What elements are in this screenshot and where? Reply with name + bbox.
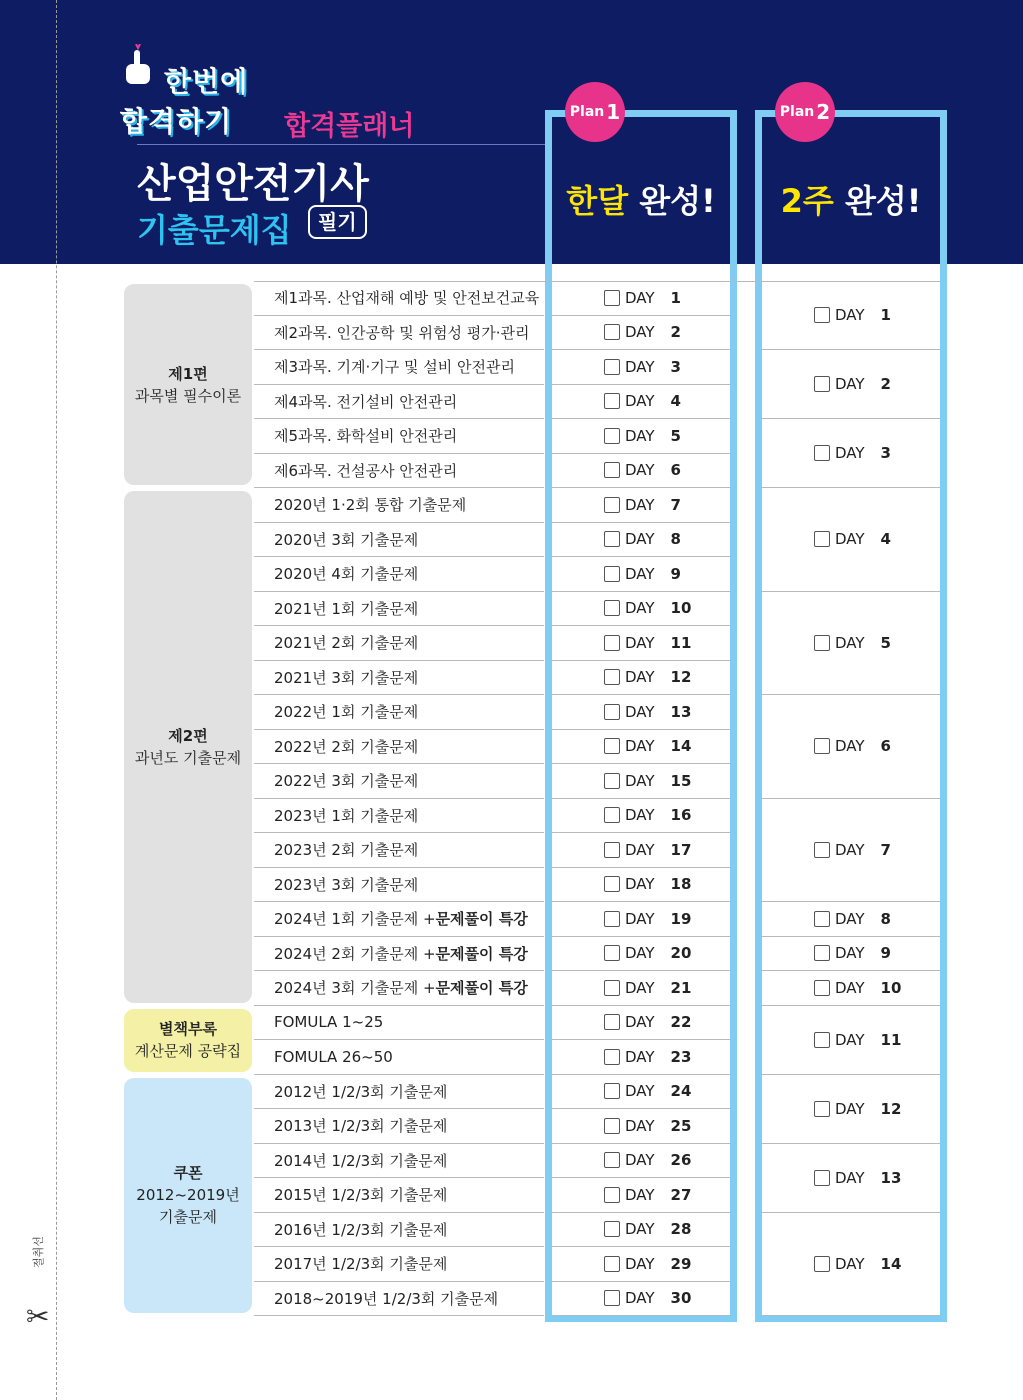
- day-label: DAY: [625, 875, 655, 894]
- day-number: 17: [670, 840, 692, 859]
- table-row: [254, 1144, 544, 1179]
- plan1-day-cell[interactable]: [552, 523, 730, 558]
- plan-highlight: 2주: [780, 182, 834, 220]
- plan2-day-cell[interactable]: [762, 902, 940, 937]
- day-number: 6: [670, 461, 681, 480]
- day-number: 5: [880, 633, 891, 652]
- plan1-day-cell[interactable]: [552, 937, 730, 972]
- logo-line-2: 합격하기: [120, 105, 233, 138]
- plan2-day-cell[interactable]: [762, 281, 940, 350]
- day-number: 16: [670, 806, 692, 825]
- topic-label: 제1과목. 산업재해 예방 및 안전보건교육: [274, 289, 540, 308]
- checkbox[interactable]: [604, 600, 620, 616]
- topic-label: FOMULA 1~25: [274, 1013, 384, 1032]
- plan1-day-cell[interactable]: [552, 1213, 730, 1248]
- day-label: DAY: [625, 288, 655, 307]
- header-rule: [137, 144, 545, 145]
- day-number: 4: [670, 392, 681, 411]
- day-number: 29: [670, 1254, 692, 1273]
- day-number: 1: [670, 288, 681, 307]
- plan-1-heading: [545, 176, 737, 222]
- day-label: DAY: [835, 375, 865, 393]
- day-number: 8: [670, 530, 681, 549]
- day-number: 25: [670, 1116, 692, 1135]
- topic-label: 2022년 1회 기출문제: [274, 703, 419, 722]
- topic-label: 2021년 1회 기출문제: [274, 599, 419, 618]
- day-number: 21: [670, 978, 692, 997]
- section-subtitle: 과목별 필수이론: [134, 386, 242, 405]
- plan2-day-cell[interactable]: [762, 937, 940, 972]
- topic-label: 제5과목. 화학설비 안전관리: [274, 427, 458, 446]
- table-row: [254, 1006, 544, 1041]
- day-label: DAY: [625, 1116, 655, 1135]
- topic-label: 2021년 3회 기출문제: [274, 668, 419, 687]
- table-row: [254, 730, 544, 765]
- checkbox[interactable]: [604, 393, 620, 409]
- checkbox[interactable]: [604, 1187, 620, 1203]
- day-label: DAY: [625, 633, 655, 652]
- topic-label: 2016년 1/2/3회 기출문제: [274, 1220, 448, 1239]
- topic-label: 2015년 1/2/3회 기출문제: [274, 1186, 448, 1205]
- table-row: [254, 316, 544, 351]
- plan-2-badge: [775, 82, 835, 142]
- plan1-day-cell[interactable]: [552, 1144, 730, 1179]
- topic-label: 2023년 1회 기출문제: [274, 806, 419, 825]
- table-row: [254, 1247, 544, 1282]
- day-number: 30: [670, 1289, 692, 1308]
- checkbox[interactable]: [814, 945, 830, 961]
- day-number: 12: [670, 668, 692, 687]
- checkbox[interactable]: [604, 911, 620, 927]
- plan1-day-cell[interactable]: [552, 868, 730, 903]
- table-row: [254, 902, 544, 937]
- topic-label: 2022년 3회 기출문제: [274, 772, 419, 791]
- plan-number: 1: [606, 100, 621, 124]
- section-title: 별책부록: [159, 1020, 217, 1038]
- plan1-day-cell[interactable]: [552, 1282, 730, 1317]
- table-row: [254, 1213, 544, 1248]
- plan1-day-cell[interactable]: [552, 592, 730, 627]
- plan1-day-cell[interactable]: [552, 1178, 730, 1213]
- day-number: 7: [880, 840, 891, 859]
- day-label: DAY: [625, 461, 655, 480]
- plan2-day-cell[interactable]: [762, 695, 940, 799]
- checkbox[interactable]: [604, 945, 620, 961]
- checkbox[interactable]: [814, 307, 830, 323]
- plan2-day-cell[interactable]: [762, 1006, 940, 1075]
- planner-title: 합격플래너: [284, 111, 415, 142]
- topic-label: 2023년 2회 기출문제: [274, 841, 419, 860]
- table-row: [254, 833, 544, 868]
- table-row: [254, 626, 544, 661]
- table-row: [254, 695, 544, 730]
- day-label: DAY: [625, 737, 655, 756]
- book-title: 산업안전기사: [137, 161, 369, 207]
- checkbox[interactable]: [604, 1221, 620, 1237]
- day-number: 23: [670, 1047, 692, 1066]
- checkbox[interactable]: [604, 1014, 620, 1030]
- day-number: 2: [880, 375, 891, 393]
- checkbox[interactable]: [604, 635, 620, 651]
- plan1-day-cell[interactable]: [552, 488, 730, 523]
- table-row: [254, 281, 544, 316]
- plan2-day-cell[interactable]: [762, 419, 940, 488]
- day-label: DAY: [835, 944, 865, 963]
- table-row: [254, 488, 544, 523]
- day-number: 22: [670, 1013, 692, 1032]
- section-subtitle: 계산문제 공략집: [134, 1042, 242, 1060]
- plan2-day-cell[interactable]: [762, 1144, 940, 1213]
- day-number: 11: [880, 1030, 902, 1049]
- table-row: [254, 1282, 544, 1317]
- day-number: 12: [880, 1099, 902, 1118]
- checkbox[interactable]: [604, 359, 620, 375]
- topic-label: 2024년 2회 기출문제 +: [274, 944, 436, 963]
- day-number: 13: [670, 702, 692, 721]
- plan1-day-cell[interactable]: [552, 385, 730, 420]
- day-label: DAY: [835, 909, 865, 928]
- topic-label: 2022년 2회 기출문제: [274, 737, 419, 756]
- checkbox[interactable]: [604, 738, 620, 754]
- plan1-day-cell[interactable]: [552, 1040, 730, 1075]
- day-label: DAY: [625, 978, 655, 997]
- day-label: DAY: [625, 323, 655, 342]
- day-label: DAY: [625, 599, 655, 618]
- day-label: DAY: [625, 1220, 655, 1239]
- plan1-day-cell[interactable]: [552, 902, 730, 937]
- plan1-day-cell[interactable]: [552, 1247, 730, 1282]
- day-number: 26: [670, 1151, 692, 1170]
- day-label: DAY: [625, 1254, 655, 1273]
- section-2: [124, 491, 252, 1003]
- checkbox[interactable]: [604, 1290, 620, 1306]
- day-number: 27: [670, 1185, 692, 1204]
- topic-label: FOMULA 26~50: [274, 1047, 393, 1066]
- plan1-day-cell[interactable]: [552, 730, 730, 765]
- table-row: [254, 592, 544, 627]
- day-label: DAY: [625, 495, 655, 514]
- cut-line: [56, 0, 57, 1400]
- checkbox[interactable]: [604, 1256, 620, 1272]
- day-number: 20: [670, 944, 692, 963]
- plan1-day-cell[interactable]: [552, 833, 730, 868]
- topic-label: 제4과목. 전기설비 안전관리: [274, 392, 458, 411]
- checkbox[interactable]: [814, 1256, 830, 1272]
- plan1-day-cell[interactable]: [552, 764, 730, 799]
- plan1-day-cell[interactable]: [552, 1006, 730, 1041]
- plan2-day-cell[interactable]: [762, 1075, 940, 1144]
- topic-extra: 문제풀이 특강: [435, 979, 528, 998]
- day-label: DAY: [625, 1013, 655, 1032]
- section-4: [124, 1078, 252, 1314]
- table-row: [254, 1040, 544, 1075]
- checkbox[interactable]: [814, 911, 830, 927]
- plan-1-badge: [565, 82, 625, 142]
- day-number: 3: [880, 444, 891, 462]
- table-row: [254, 1109, 544, 1144]
- table-row: [254, 385, 544, 420]
- checkbox[interactable]: [604, 876, 620, 892]
- checkbox[interactable]: [604, 1049, 620, 1065]
- day-number: 8: [880, 909, 891, 928]
- plan-number: 2: [816, 100, 831, 124]
- day-label: DAY: [625, 530, 655, 549]
- topic-extra: 문제풀이 특강: [435, 910, 528, 929]
- plan1-day-cell[interactable]: [552, 1075, 730, 1110]
- topic-label: 2018~2019년 1/2/3회 기출문제: [274, 1289, 499, 1308]
- section-title: 쿠폰: [173, 1164, 203, 1183]
- table-row: [254, 868, 544, 903]
- plan-2-heading: [755, 176, 947, 222]
- day-label: DAY: [625, 392, 655, 411]
- plan1-day-cell[interactable]: [552, 316, 730, 351]
- checkbox[interactable]: [604, 531, 620, 547]
- day-label: DAY: [625, 357, 655, 376]
- plan1-day-cell[interactable]: [552, 626, 730, 661]
- topic-extra: 문제풀이 특강: [435, 944, 528, 963]
- checkbox[interactable]: [814, 635, 830, 651]
- table-row: [254, 1075, 544, 1110]
- table-row: [254, 937, 544, 972]
- checkbox[interactable]: [604, 704, 620, 720]
- day-number: 14: [880, 1254, 902, 1273]
- checkbox[interactable]: [814, 842, 830, 858]
- checkbox[interactable]: [604, 462, 620, 478]
- checkbox[interactable]: [604, 669, 620, 685]
- logo-line-1: 한번에: [164, 65, 249, 98]
- day-label: DAY: [835, 1254, 865, 1273]
- plan2-day-cell[interactable]: [762, 799, 940, 903]
- plan1-day-cell[interactable]: [552, 799, 730, 834]
- plan-label: Plan: [779, 104, 815, 120]
- day-number: 3: [670, 357, 681, 376]
- plan2-day-cell[interactable]: [762, 971, 940, 1006]
- day-number: 4: [880, 530, 891, 549]
- topic-label: 2024년 3회 기출문제 +: [274, 979, 436, 998]
- day-label: DAY: [625, 1289, 655, 1308]
- day-label: DAY: [835, 1030, 865, 1049]
- table-row: [254, 454, 544, 489]
- section-subtitle: 과년도 기출문제: [134, 748, 242, 767]
- checkbox[interactable]: [814, 1032, 830, 1048]
- day-label: DAY: [625, 564, 655, 583]
- section-3: [124, 1009, 252, 1072]
- day-label: DAY: [625, 668, 655, 687]
- day-number: 9: [670, 564, 681, 583]
- checkbox[interactable]: [814, 376, 830, 392]
- day-label: DAY: [625, 1047, 655, 1066]
- day-number: 24: [670, 1082, 692, 1101]
- topic-label: 제3과목. 기계·기구 및 설비 안전관리: [274, 358, 516, 377]
- plan1-day-cell[interactable]: [552, 661, 730, 696]
- day-number: 2: [670, 323, 681, 342]
- day-label: DAY: [625, 1151, 655, 1170]
- table-row: [254, 557, 544, 592]
- written-exam-badge: 필기: [308, 205, 367, 239]
- plan1-day-cell[interactable]: [552, 281, 730, 316]
- day-number: 9: [880, 944, 891, 963]
- section-title: 제1편: [168, 364, 208, 383]
- checkbox[interactable]: [814, 1101, 830, 1117]
- checkbox[interactable]: [604, 1118, 620, 1134]
- checkbox[interactable]: [604, 842, 620, 858]
- day-number: 6: [880, 737, 891, 756]
- cut-label: 절취선: [32, 1236, 45, 1268]
- checkbox[interactable]: [604, 1083, 620, 1099]
- day-number: 1: [880, 306, 891, 324]
- day-number: 19: [670, 909, 692, 928]
- day-label: DAY: [625, 1185, 655, 1204]
- checkbox[interactable]: [604, 497, 620, 513]
- checkbox[interactable]: [604, 428, 620, 444]
- day-label: DAY: [625, 806, 655, 825]
- section-subtitle: 2012~2019년: [136, 1186, 240, 1205]
- topic-label: 제6과목. 건설공사 안전관리: [274, 461, 458, 480]
- day-label: DAY: [835, 1168, 865, 1187]
- day-label: DAY: [625, 909, 655, 928]
- day-label: DAY: [835, 306, 865, 324]
- table-row: [254, 971, 544, 1006]
- topic-label: 2014년 1/2/3회 기출문제: [274, 1151, 448, 1170]
- day-number: 11: [670, 633, 692, 652]
- table-row: [254, 661, 544, 696]
- book-subtitle: 기출문제집: [137, 211, 292, 249]
- day-label: DAY: [625, 771, 655, 790]
- topic-label: 2017년 1/2/3회 기출문제: [274, 1255, 448, 1274]
- checkbox[interactable]: [604, 980, 620, 996]
- checkbox[interactable]: [814, 531, 830, 547]
- topic-label: 제2과목. 인간공학 및 위험성 평가·관리: [274, 323, 530, 342]
- checkbox[interactable]: [814, 980, 830, 996]
- plan1-day-cell[interactable]: [552, 350, 730, 385]
- day-label: DAY: [835, 444, 865, 462]
- day-number: 28: [670, 1220, 692, 1239]
- checkbox[interactable]: [814, 1170, 830, 1186]
- checkbox[interactable]: [604, 1152, 620, 1168]
- section-1: [124, 284, 252, 485]
- topic-label: 2020년 4회 기출문제: [274, 565, 419, 584]
- day-number: 13: [880, 1168, 902, 1187]
- day-number: 5: [670, 426, 681, 445]
- checkbox[interactable]: [604, 807, 620, 823]
- day-label: DAY: [625, 702, 655, 721]
- plan2-day-cell[interactable]: [762, 488, 940, 592]
- plan1-day-cell[interactable]: [552, 557, 730, 592]
- table-row: [254, 419, 544, 454]
- checkbox[interactable]: [604, 773, 620, 789]
- topic-label: 2020년 3회 기출문제: [274, 530, 419, 549]
- day-label: DAY: [835, 737, 865, 756]
- topic-label: 2020년 1·2회 통합 기출문제: [274, 496, 467, 515]
- plan-label: Plan: [569, 104, 605, 120]
- plan1-day-cell[interactable]: [552, 695, 730, 730]
- day-label: DAY: [625, 426, 655, 445]
- plan2-day-cell[interactable]: [762, 1213, 940, 1317]
- plan-suffix: 완성!: [833, 182, 922, 220]
- day-label: DAY: [625, 1082, 655, 1101]
- topic-label: 2024년 1회 기출문제 +: [274, 910, 436, 929]
- scissors-icon: ✂: [26, 1300, 50, 1333]
- checkbox[interactable]: [604, 290, 620, 306]
- table-row: [254, 1178, 544, 1213]
- day-number: 7: [670, 495, 681, 514]
- topic-label: 2023년 3회 기출문제: [274, 875, 419, 894]
- day-number: 10: [880, 978, 902, 997]
- day-label: DAY: [835, 978, 865, 997]
- checkbox[interactable]: [604, 324, 620, 340]
- topic-label: 2013년 1/2/3회 기출문제: [274, 1117, 448, 1136]
- checkbox[interactable]: [604, 566, 620, 582]
- day-number: 14: [670, 737, 692, 756]
- day-label: DAY: [835, 840, 865, 859]
- plan-suffix: 완성!: [628, 182, 716, 220]
- day-label: DAY: [625, 944, 655, 963]
- section-subtitle-2: 기출문제: [159, 1208, 217, 1227]
- plan1-day-cell[interactable]: [552, 1109, 730, 1144]
- checkbox[interactable]: [814, 445, 830, 461]
- day-label: DAY: [835, 530, 865, 549]
- plan1-day-cell[interactable]: [552, 419, 730, 454]
- table-row: [254, 764, 544, 799]
- day-label: DAY: [625, 840, 655, 859]
- plan1-day-cell[interactable]: [552, 454, 730, 489]
- plan2-day-cell[interactable]: [762, 350, 940, 419]
- day-label: DAY: [835, 633, 865, 652]
- plan2-day-cell[interactable]: [762, 592, 940, 696]
- plan-highlight: 한달: [566, 182, 629, 220]
- section-title: 제2편: [168, 726, 208, 745]
- table-row: [254, 799, 544, 834]
- topic-label: 2021년 2회 기출문제: [274, 634, 419, 653]
- table-row: [254, 350, 544, 385]
- day-label: DAY: [835, 1099, 865, 1118]
- checkbox[interactable]: [814, 738, 830, 754]
- topic-label: 2012년 1/2/3회 기출문제: [274, 1082, 448, 1101]
- day-number: 10: [670, 599, 692, 618]
- plan1-day-cell[interactable]: [552, 971, 730, 1006]
- day-number: 15: [670, 771, 692, 790]
- day-number: 18: [670, 875, 692, 894]
- table-row: [254, 523, 544, 558]
